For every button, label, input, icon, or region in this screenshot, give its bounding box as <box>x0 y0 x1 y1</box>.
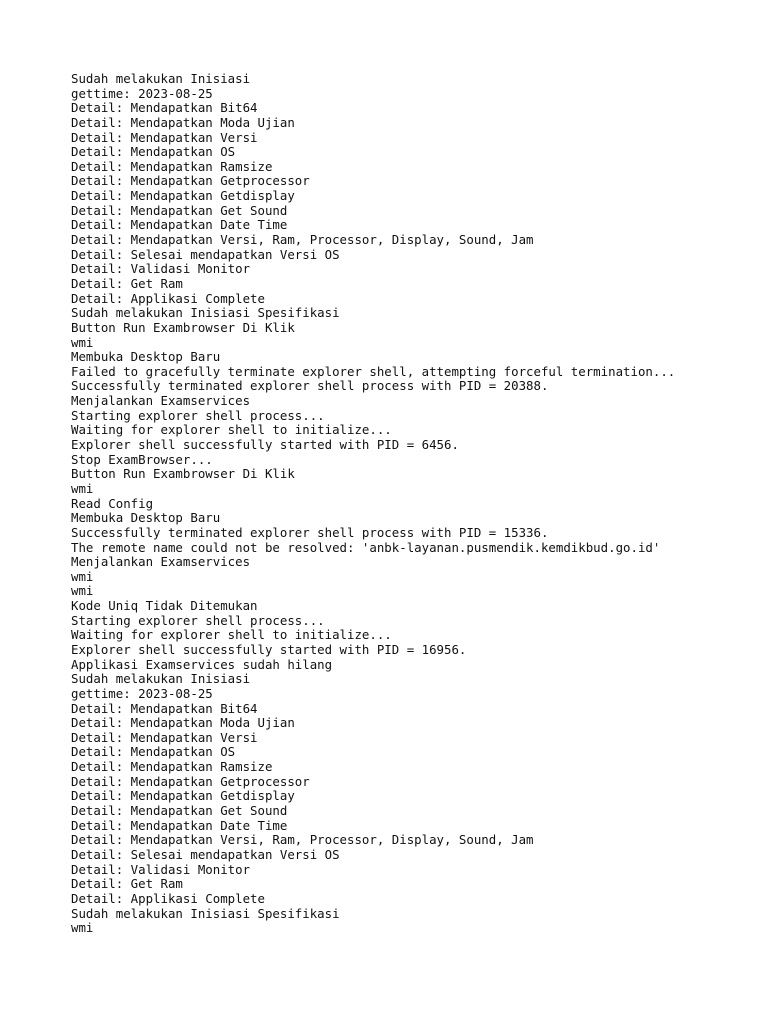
log-line: Detail: Applikasi Complete <box>71 290 265 306</box>
log-line: gettime: 2023-08-25 <box>71 685 213 701</box>
log-line: Detail: Get Ram <box>71 876 183 892</box>
log-line: Detail: Mendapatkan Bit64 <box>71 700 258 716</box>
log-line: Waiting for explorer shell to initialize... <box>71 422 392 438</box>
log-line: Starting explorer shell process... <box>71 407 325 423</box>
log-line: Detail: Mendapatkan Bit64 <box>71 100 258 116</box>
log-line: Kode Uniq Tidak Ditemukan <box>71 598 258 614</box>
log-line: Applikasi Examservices sudah hilang <box>71 656 333 672</box>
log-line: Detail: Mendapatkan Getprocessor <box>71 173 310 189</box>
log-line: wmi <box>71 568 94 584</box>
log-line: Detail: Mendapatkan Moda Ujian <box>71 114 295 130</box>
log-line: Detail: Mendapatkan Moda Ujian <box>71 715 295 731</box>
log-line: Detail: Mendapatkan Get Sound <box>71 803 288 819</box>
log-line: Membuka Desktop Baru <box>71 349 221 365</box>
log-line: Detail: Mendapatkan Versi, Ram, Processor, Display, Sound, Jam <box>71 832 534 848</box>
log-line: The remote name could not be resolved: 'anbk-layanan.pusmendik.kemdikbud.go.id' <box>71 539 661 555</box>
log-line: Detail: Mendapatkan Versi <box>71 129 258 145</box>
log-line: Button Run Exambrowser Di Klik <box>71 466 295 482</box>
log-line: Membuka Desktop Baru <box>71 510 221 526</box>
log-line: Explorer shell successfully started with PID = 6456. <box>71 437 459 453</box>
log-line: wmi <box>71 583 94 599</box>
log-line: gettime: 2023-08-25 <box>71 85 213 101</box>
log-line: wmi <box>71 920 94 936</box>
log-text <box>71 72 675 936</box>
log-line: Detail: Applikasi Complete <box>71 890 265 906</box>
log-line: Button Run Exambrowser Di Klik <box>71 319 295 335</box>
log-line: Detail: Mendapatkan Ramsize <box>71 759 273 775</box>
log-line: Stop ExamBrowser... <box>71 451 213 467</box>
log-line: Detail: Mendapatkan Date Time <box>71 817 288 833</box>
log-line: wmi <box>71 480 94 496</box>
log-line: Detail: Get Ram <box>71 275 183 291</box>
log-line: Detail: Mendapatkan Getprocessor <box>71 773 310 789</box>
log-line: Sudah melakukan Inisiasi <box>71 71 251 86</box>
log-line: Detail: Mendapatkan Ramsize <box>71 158 273 174</box>
log-line: Failed to gracefully terminate explorer shell, attempting forceful termination... <box>71 363 676 379</box>
log-line: Sudah melakukan Inisiasi Spesifikasi <box>71 305 340 321</box>
log-line: wmi <box>71 334 94 350</box>
log-line: Sudah melakukan Inisiasi <box>71 671 251 687</box>
log-line: Waiting for explorer shell to initialize... <box>71 627 392 643</box>
log-line: Detail: Mendapatkan OS <box>71 144 236 160</box>
log-line: Detail: Selesai mendapatkan Versi OS <box>71 246 340 262</box>
log-line: Successfully terminated explorer shell process with PID = 20388. <box>71 378 549 394</box>
log-line: Detail: Mendapatkan Versi, Ram, Processor, Display, Sound, Jam <box>71 232 534 248</box>
log-line: Starting explorer shell process... <box>71 612 325 628</box>
log-line: Menjalankan Examservices <box>71 393 251 409</box>
log-line: Detail: Mendapatkan OS <box>71 744 236 760</box>
log-line: Detail: Mendapatkan Getdisplay <box>71 188 295 204</box>
log-line: Detail: Mendapatkan Getdisplay <box>71 788 295 804</box>
log-line: Menjalankan Examservices <box>71 554 251 570</box>
log-line: Read Config <box>71 495 154 511</box>
log-line: Detail: Mendapatkan Get Sound <box>71 202 288 218</box>
log-line: Detail: Mendapatkan Versi <box>71 729 258 745</box>
log-line: Detail: Validasi Monitor <box>71 861 251 877</box>
log-line: Explorer shell successfully started with PID = 16956. <box>71 641 467 657</box>
log-line: Detail: Selesai mendapatkan Versi OS <box>71 846 340 862</box>
log-line: Successfully terminated explorer shell process with PID = 15336. <box>71 524 549 540</box>
log-line: Detail: Mendapatkan Date Time <box>71 217 288 233</box>
log-line: Detail: Validasi Monitor <box>71 261 251 277</box>
log-line: Sudah melakukan Inisiasi Spesifikasi <box>71 905 340 921</box>
